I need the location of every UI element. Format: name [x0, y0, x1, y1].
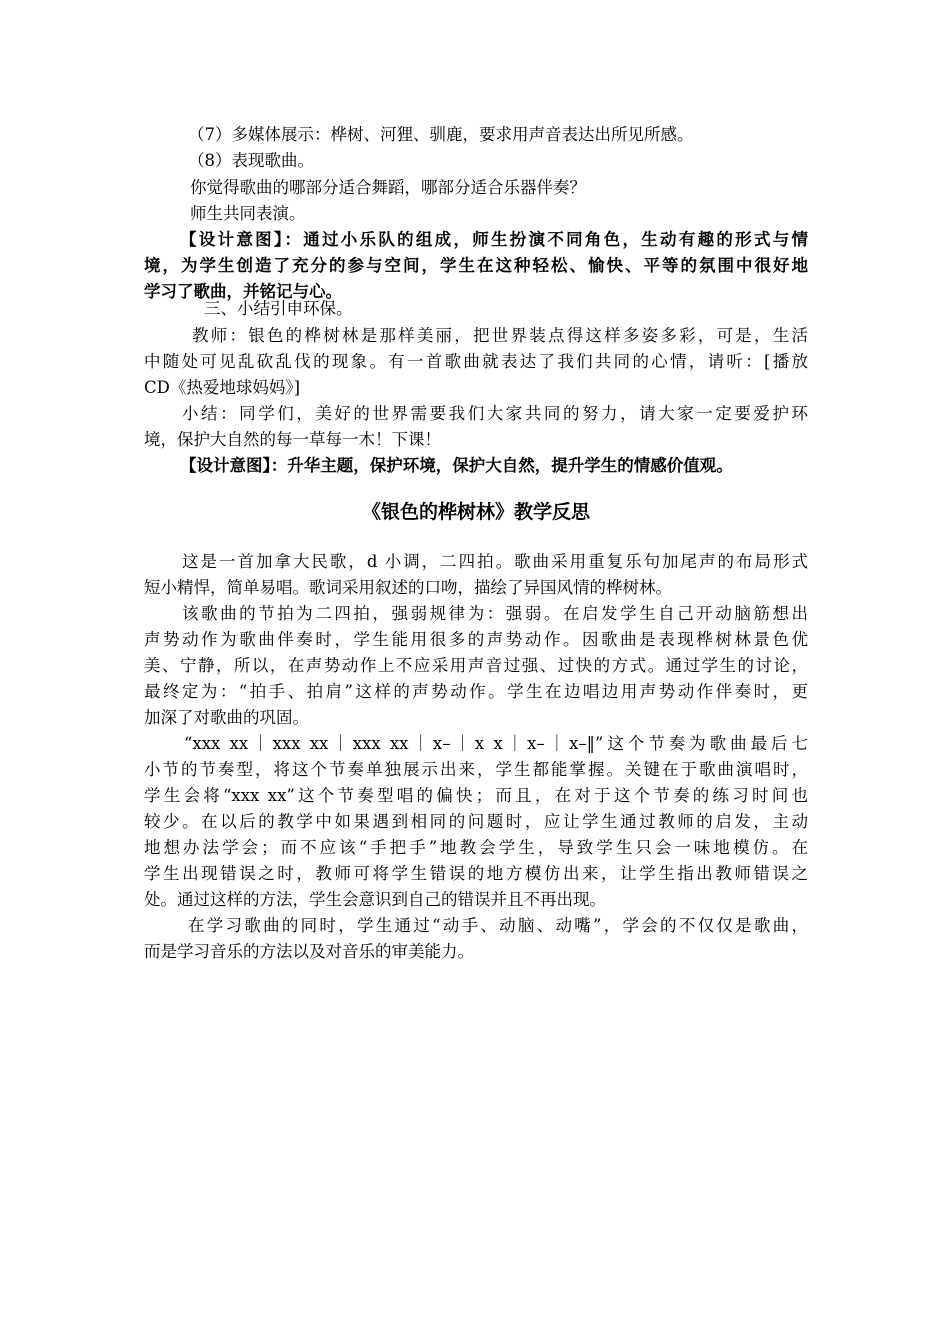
teacher-line-2: 中随处可见乱砍乱伐的现象。有一首歌曲就表达了我们共同的心情，请听：[播放: [144, 352, 808, 371]
reflection-p1-line-2: 短小精悍，简单易唱。歌词采用叙述的口吻，描绘了异国风情的桦树林。: [144, 578, 672, 597]
design-intent-1-line-3: 学习了歌曲，并铭记与心。: [144, 282, 342, 301]
section-3-heading: 三、小结引申环保。: [204, 299, 353, 318]
reflection-p2-line-3: 美、宁静，所以，在声势动作上不应采用声音过强、过快的方式。通过学生的讨论，: [144, 656, 808, 675]
teacher-line-1: 教师：银色的桦树林是那样美丽，把世界装点得这样多姿多彩，可是，生活: [192, 326, 808, 345]
reflection-p4-line-2: 而是学习音乐的方法以及对音乐的审美能力。: [144, 942, 474, 961]
design-intent-1-line-2: 境，为学生创造了充分的参与空间，学生在这种轻松、愉快、平等的氛围中很好地: [144, 256, 808, 275]
reflection-p4-line-1: 在学习歌曲的同时，学生通过“动手、动脑、动嘴”，学会的不仅仅是歌曲，: [188, 916, 808, 935]
reflection-p2-line-1: 该歌曲的节拍为二四拍，强弱规律为：强弱。在启发学生自己开动脑筋想出: [182, 604, 808, 623]
summary-line-2: 境，保护大自然的每一草每一木！下课！: [144, 430, 441, 449]
teacher-line-3: CD《热爱地球妈妈》]: [144, 378, 301, 397]
summary-line-1: 小结：同学们，美好的世界需要我们大家共同的努力，请大家一定要爱护环: [182, 404, 808, 423]
design-intent-1-line-1: 【设计意图】：通过小乐队的组成，师生扮演不同角色，生动有趣的形式与情: [180, 230, 808, 249]
reflection-p1-line-1: 这是一首加拿大民歌，d 小调，二四拍。歌曲采用重复乐句加尾声的布局形式: [182, 552, 808, 571]
reflection-p2-line-4: 最终定为：“拍手、拍肩”这样的声势动作。学生在边唱边用声势动作伴奏时，更: [144, 682, 808, 701]
reflection-p3-line-2: 小节的节奏型，将这个节奏单独展示出来，学生都能掌握。关键在于歌曲演唱时，: [144, 760, 808, 779]
reflection-p3-line-3: 学生会将“xxx xx”这个节奏型唱的偏快；而且，在对于这个节奏的练习时间也: [144, 786, 808, 805]
reflection-p2-line-5: 加深了对歌曲的巩固。: [144, 708, 309, 727]
reflection-p3-line-1: “xxx xx｜xxx xx｜xxx xx｜x–｜x x｜x–｜x–‖”这个节奏为歌曲最后七: [184, 734, 808, 753]
reflection-p3-line-6: 学生出现错误之时，教师可将学生错误的地方模仿出来，让学生指出教师错误之: [144, 864, 808, 883]
reflection-p2-line-2: 声势动作为歌曲伴奏时，学生能用很多的声势动作。因歌曲是表现桦树林景色优: [144, 630, 808, 649]
reflection-title: 《银色的桦树林》教学反思: [361, 501, 590, 523]
step-7-line: （7）多媒体展示：桦树、河狸、驯鹿，要求用声音表达出所见所感。: [188, 125, 694, 144]
question-line: 你觉得歌曲的哪部分适合舞蹈，哪部分适合乐器伴奏？: [190, 178, 586, 197]
reflection-p3-line-4: 较少。在以后的教学中如果遇到相同的问题时，应让学生通过教师的启发，主动: [144, 812, 808, 831]
reflection-p3-line-5: 地想办法学会；而不应该“手把手”地教会学生，导致学生只会一味地模仿。在: [144, 838, 808, 857]
design-intent-2-line: 【设计意图】：升华主题，保护环境，保护大自然，提升学生的情感价值观。: [180, 456, 733, 475]
performance-line: 师生共同表演。: [190, 204, 306, 223]
reflection-p3-line-7: 处。通过这样的方法，学生会意识到自己的错误并且不再出现。: [144, 890, 606, 909]
step-8-line: （8）表现歌曲。: [188, 151, 314, 170]
